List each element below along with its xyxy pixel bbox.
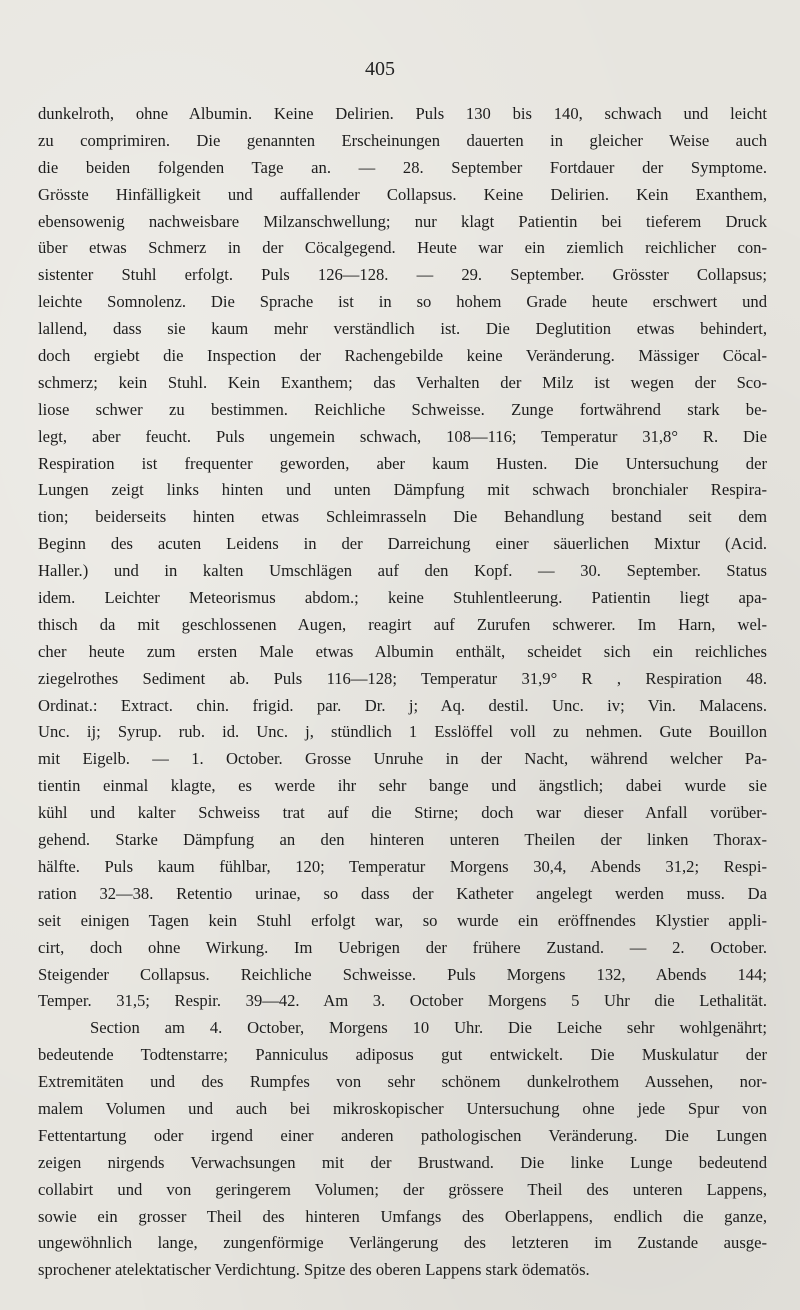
text-line: Ordinat.: Extract. chin. frigid. par. Dr. j; Aq. destil. Unc. iv; Vin. Malacens. [38, 695, 767, 715]
text-line: lallend, dass sie kaum mehr verständlich ist. Die Deglutition etwas behindert, [38, 319, 767, 339]
text-line: Haller.) und in kalten Umschlägen auf den Kopf. — 30. September. Status [38, 561, 767, 581]
text-line: gehend. Starke Dämpfung an den hinteren unteren Theilen der linken Thorax- [38, 830, 767, 850]
text-line: zu comprimiren. Die genannten Erscheinungen dauerten in gleicher Weise auch [38, 130, 767, 150]
text-line: zeigen nirgends Verwachsungen mit der Brustwand. Die linke Lunge bedeutend [38, 1152, 767, 1172]
text-line: Unc. ij; Syrup. rub. id. Unc. j, stündlich 1 Esslöffel voll zu nehmen. Gute Bouillon [38, 722, 767, 742]
text-line: idem. Leichter Meteorismus abdom.; keine Stuhlentleerung. Patientin liegt apa- [38, 588, 767, 608]
text-line: Respiration ist frequenter geworden, aber kaum Husten. Die Untersuchung der [38, 453, 767, 473]
text-line: doch ergiebt die Inspection der Rachengebilde keine Veränderung. Mässiger Cöcal- [38, 346, 767, 366]
text-line: leichte Somnolenz. Die Sprache ist in so hohem Grade heute erschwert und [38, 292, 767, 312]
text-line: sistenter Stuhl erfolgt. Puls 126—128. — 29. September. Grösster Collapsus; [38, 265, 767, 285]
text-line: seit einigen Tagen kein Stuhl erfolgt war, so wurde ein eröffnendes Klystier appli- [38, 910, 767, 930]
text-line: Fettentartung oder irgend einer anderen pathologischen Veränderung. Die Lungen [38, 1125, 767, 1145]
text-line: thisch da mit geschlossenen Augen, reagirt auf Zurufen schwerer. Im Harn, wel- [38, 614, 767, 634]
text-line: Temper. 31,5; Respir. 39—42. Am 3. October Morgens 5 Uhr die Lethalität. [38, 991, 767, 1011]
text-line: mit Eigelb. — 1. October. Grosse Unruhe in der Nacht, während welcher Pa- [38, 749, 767, 769]
page-number: 405 [365, 58, 395, 80]
text-line: cirt, doch ohne Wirkung. Im Uebrigen der frühere Zustand. — 2. October. [38, 937, 767, 957]
text-line: liose schwer zu bestimmen. Reichliche Schweisse. Zunge fortwährend stark be- [38, 399, 767, 419]
text-line: dunkelroth, ohne Albumin. Keine Delirien. Puls 130 bis 140, schwach und leicht [38, 104, 767, 123]
text-line: ration 32—38. Retentio urinae, so dass der Katheter angelegt werden muss. Da [38, 883, 767, 903]
text-line: bedeutende Todtenstarre; Panniculus adiposus gut entwickelt. Die Muskulatur der [38, 1045, 767, 1065]
text-line: Beginn des acuten Leidens in der Darreichung einer säuerlichen Mixtur (Acid. [38, 534, 767, 554]
text-line: die beiden folgenden Tage an. — 28. September Fortdauer der Symptome. [38, 157, 767, 177]
section-heading-line: Section am 4. October, Morgens 10 Uhr. Die Leiche sehr wohlgenährt; [90, 1018, 767, 1038]
text-line: legt, aber feucht. Puls ungemein schwach, 108—116; Temperatur 31,8° R. Die [38, 426, 767, 446]
text-line: Lungen zeigt links hinten und unten Dämpfung mit schwach bronchialer Respira- [38, 480, 767, 500]
text-line: Grösste Hinfälligkeit und auffallender Collapsus. Keine Delirien. Kein Exanthem, [38, 184, 767, 204]
text-line: kühl und kalter Schweiss trat auf die Stirne; doch war dieser Anfall vorüber- [38, 803, 767, 823]
text-line: ungewöhnlich lange, zungenförmige Verlängerung des letzteren im Zustande ausge- [38, 1233, 767, 1253]
text-line: ebensowenig nachweisbare Milzanschwellung; nur klagt Patientin bei tieferem Druck [38, 211, 767, 231]
text-line: Steigender Collapsus. Reichliche Schweisse. Puls Morgens 132, Abends 144; [38, 964, 767, 984]
text-line: ziegelrothes Sediment ab. Puls 116—128; Temperatur 31,9° R , Respiration 48. [38, 668, 767, 688]
text-line: tion; beiderseits hinten etwas Schleimrasseln Die Behandlung bestand seit dem [38, 507, 767, 527]
text-line: collabirt und von geringerem Volumen; der grössere Theil des unteren Lappens, [38, 1179, 767, 1199]
text-line: über etwas Schmerz in der Cöcalgegend. Heute war ein ziemlich reichlicher con- [38, 238, 767, 258]
text-line: malem Volumen und auch bei mikroskopischer Untersuchung ohne jede Spur von [38, 1098, 767, 1118]
text-line: tientin einmal klagte, es werde ihr sehr bange und ängstlich; dabei wurde sie [38, 776, 767, 796]
text-line: sprochener atelektatischer Verdichtung. Spitze des oberen Lappens stark ödematös. [38, 1260, 590, 1280]
text-line: sowie ein grosser Theil des hinteren Umfangs des Oberlappens, endlich die ganze, [38, 1206, 767, 1226]
text-line: Extremitäten und des Rumpfes von sehr schönem dunkelrothem Aussehen, nor- [38, 1072, 767, 1092]
text-line: schmerz; kein Stuhl. Kein Exanthem; das Verhalten der Milz ist wegen der Sco- [38, 372, 767, 392]
text-line: hälfte. Puls kaum fühlbar, 120; Temperatur Morgens 30,4, Abends 31,2; Respi- [38, 856, 767, 876]
text-line: cher heute zum ersten Male etwas Albumin enthält, scheidet sich ein reichliches [38, 641, 767, 661]
body-text [38, 101, 767, 1284]
